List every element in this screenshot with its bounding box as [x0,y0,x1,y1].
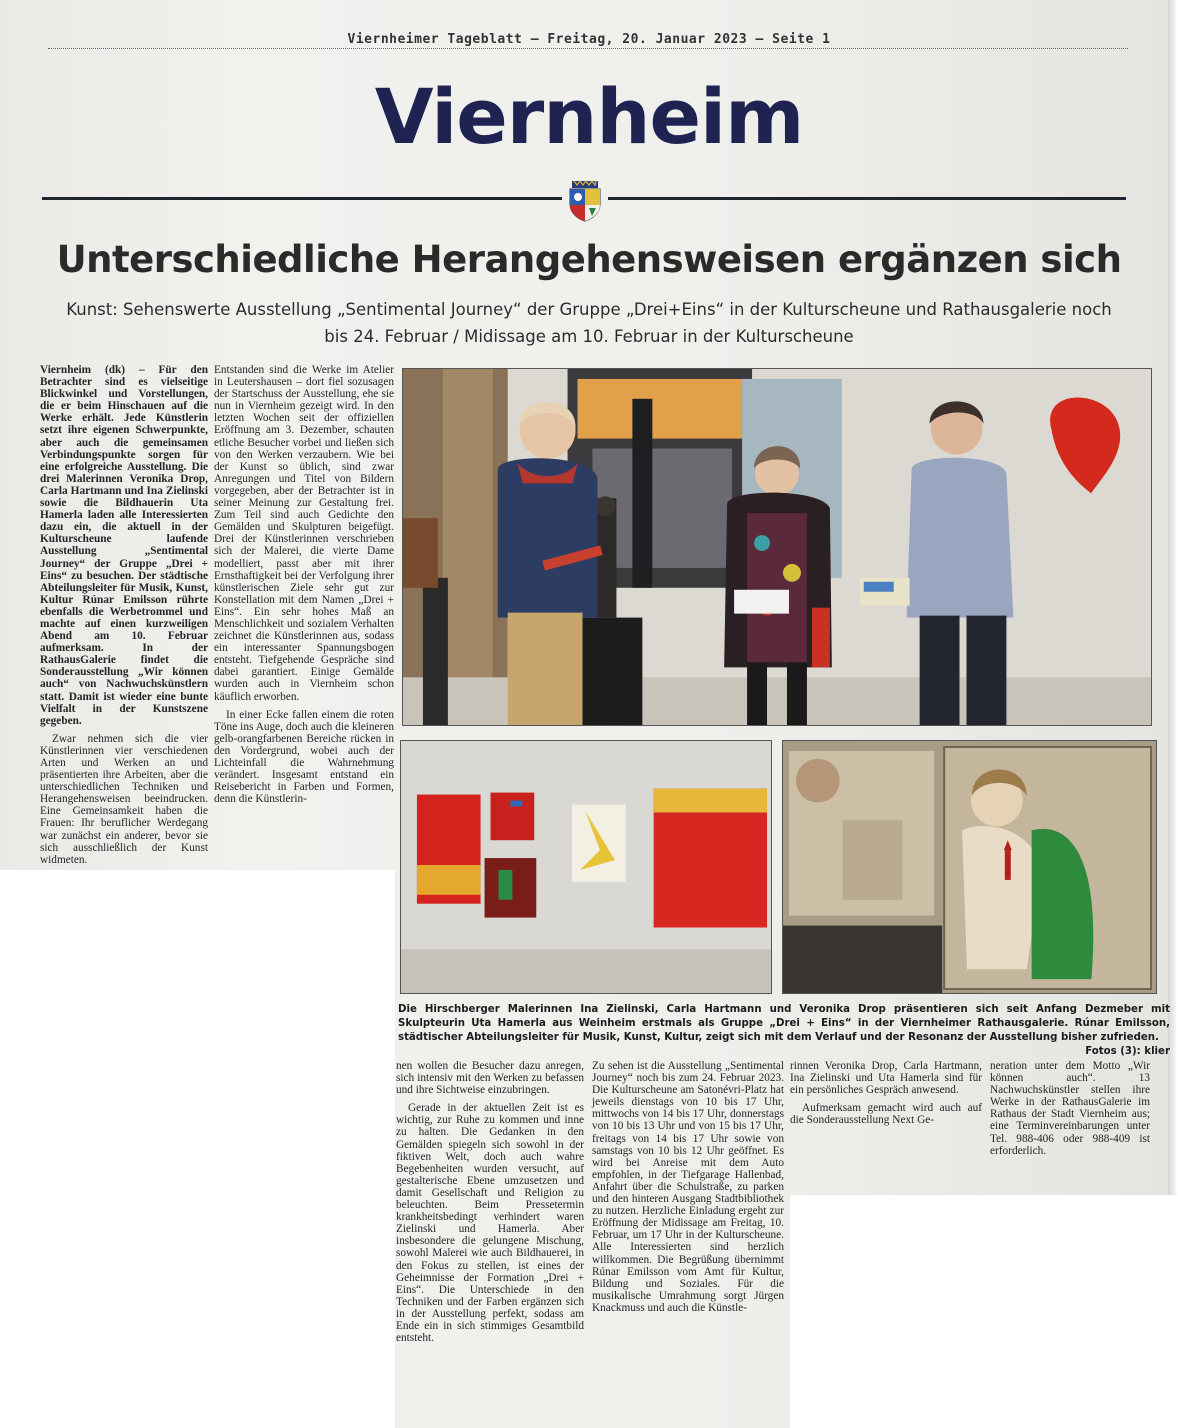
article-paragraph: Zwar nehmen sich die vier Künstlerinnen vier verschiedenen Arten und Werken an und präsentierten ihre Arbeiten, aber die unterschiedlichen Techniken und Herangehensweisen beeindrucken. Eine Gemeinsamkeit haben die Frauen: Ihr beruflicher Werdegang war zunächst ein anderer, bevor sie sich ausschließlich der Kunst widmeten. [40,732,208,866]
blank-area-right [790,1195,1178,1428]
article-column-1 [40,364,208,866]
title-rule-right [608,197,1126,200]
article-column-2 [214,364,394,805]
article-column-3 [396,1060,584,1344]
article-column-6 [990,1060,1150,1157]
subheadline-line-1: Kunst: Sehenswerte Ausstellung „Sentimental Journey“ der Gruppe „Drei+Eins“ in der Kulturscheune und Rathausgalerie noch [66,300,1112,319]
caption-text: Die Hirschberger Malerinnen Ina Zielinski, Carla Hartmann und Veronika Drop präsentieren sich seit Anfang Dezmeber mit Skulpteurin Uta Hamerla aus Weinheim erstmals als Gruppe „Drei + Eins“ in der Viernheimer Rathausgalerie. Rúnar Emilsson, städtischer Abteilungsleiter für Musik, Kunst, Kultur, zeigt sich mit dem Verlauf und der Resonanz der Ausstellung bisher zufrieden. [398,1004,1170,1043]
photo-credit: Fotos (3): klier [1085,1046,1170,1057]
article-paragraph: Aufmerksam gemacht wird auch auf die Sonderausstellung Next Ge- [790,1102,982,1127]
figurative-paintings-photo [782,740,1157,994]
article-paragraph: Gerade in der aktuellen Zeit ist es wichtig, zur Ruhe zu kommen und inne zu halten. Die Gedanken in den Gemälden spiegeln sich sowohl in der fiktiven Welt, doch auch wahre Begebenheiten wurden versucht, auf gestalterische Ebene umzusetzen und damit Gesellschaft und Religion zu beleuchten. Beim Pressetermin krankheitsbedingt verhindert waren Zielinski und Hamerla. Aber insbesondere die gelungene Mischung, sowohl Malerei wie auch Bildhauerei, in den Fokus zu stellen, ist eines der Geheimnisse der Formation „Drei + Eins“. Die Unterschiede in den Techniken und der Farben ergänzen sich in der Ausstellung perfekt, sodass am Ende ein in sich stimmiges Gesamtbild entsteht. [396,1102,584,1345]
coat-of-arms-icon [564,180,606,222]
subheadline-line-2: bis 24. Februar / Midissage am 10. Februar in der Kulturscheune [324,327,854,346]
article-paragraph: neration unter dem Motto „Wir können auch“. 13 Nachwuchskünstler stellen ihre Werke in der RathausGalerie im Rathaus der Stadt Viernheim aus; eine Terminvereinbarungen unter Tel. 988-406 oder 988-409 ist erforderlich. [990,1060,1150,1157]
section-title: Viernheim [374,72,804,161]
article-column-4 [592,1060,784,1314]
article-paragraph: Entstanden sind die Werke im Atelier in Leutershausen – dort fiel sozusagen der Startschuss der Ausstellung, ehe sie nun in Viernheim gezeigt wird. In den letzten Wochen seit der offiziellen Eröffnung am 3. Dezember, schauten etliche Besucher vorbei und ließen sich von den Werken verzaubern. Wie bei der Kunst so üblich, sind zwar Anregungen und Titel von Bildern vorgegeben, aber der Betrachter ist in seiner Meinung zur Gestaltung frei. Zum Teil sind auch Gedichte den Gemälden und Skulpturen beigefügt. Drei der Künstlerinnen verschrieben sich der Malerei, die vierte Dame modelliert, passt aber mit ihrer Ernsthaftigkeit bei der Verfolgung ihrer künstlerischen Ziele sehr gut zur Konstellation mit dem Namen „Drei + Eins“. Ein sehr hohes Maß an Menschlichkeit und sozialem Verhalten zeichnet die Künstlerinnen aus, sodass ein interessanter Spannungsbogen entsteht. Tiefgehende Gespräche sind dabei garantiert. Einige Gemälde wurden auch in Viernheim schon käuflich erworben. [214,364,394,703]
masthead-divider [48,48,1128,49]
article-headline: Unterschiedliche Herangehensweisen ergänzen sich [56,238,1122,281]
article-paragraph: nen wollen die Besucher dazu anregen, sich intensiv mit den Werken zu befassen und ihre Sichtweise einzubringen. [396,1060,584,1097]
article-paragraph: In einer Ecke fallen einem die roten Töne ins Auge, doch auch die kleineren gelb-orangfarbenen Bereiche rücken in den Vordergrund, wobei auch der Lichteinfall die Wahrnehmung verändert. Insgesamt entstand ein Reisebericht in Farben und Formen, denn die Künstlerin- [214,708,394,806]
exhibition-group-photo [402,368,1152,726]
article-subheadline [30,296,1148,350]
article-lead-paragraph: Viernheim (dk) – Für den Betrachter sind es vielseitige Blickwinkel und Vorstellungen, die er beim Hinschauen auf die Werke erhält. Jede Künstlerin setzt ihre eigenen Schwerpunkte, aber auch die gemeinsamen Verbindungspunkte sorgen für eine erfolgreiche Ausstellung. Die drei Malerinnen Veronika Drop, Carla Hartmann und Ina Zielinski sowie die Bildhauerin Uta Hamerla laden alle Interessierten dazu ein, die aktuell in der Kulturscheune laufende Ausstellung „Sentimental Journey“ der Gruppe „Drei + Eins“ zu besuchen. Der städtische Abteilungsleiter für Musik, Kunst, Kultur Rúnar Emilsson rührte ebenfalls die Werbetrommel und machte auf einen kurzweiligen Abend am 10. Februar aufmerksam. In der RathausGalerie findet die Sonderausstellung „Wir können auch“ von Nachwuchskünstlern statt. Damit ist wieder eine bunte Vielfalt in der Kunstszene gegeben. [40,364,208,727]
title-rule-left [42,197,562,200]
blank-area-left [0,870,395,1428]
masthead: Viernheimer Tageblatt – Freitag, 20. Januar 2023 – Seite 1 [347,32,831,47]
article-paragraph: Zu sehen ist die Ausstellung „Sentimental Journey“ noch bis zum 24. Februar 2023. Die Kulturscheune am Satonévri-Platz hat jeweils dienstags von 10 bis 17 Uhr, mittwochs von 14 bis 17 Uhr, donnerstags von 10 bis 13 Uhr und von 15 bis 17 Uhr, freitags von 14 bis 17 Uhr sowie von samstags von 10 bis 12 Uhr geöffnet. Es wird bei Anreise mit dem Auto empfohlen, in der Tiefgarage Hallenbad, Anfahrt über die Schulstraße, zu parken und den hinteren Ausgang Stadtbibliothek zu nutzen. Herzliche Einladung ergeht zur Eröffnung der Midissage am Freitag, 10. Februar, um 17 Uhr in der Kulturscheune. Alle Interessierten sind herzlich willkommen. Die Begrüßung übernimmt Rúnar Emilsson vom Amt für Kultur, Bildung und Soziales. Für die musikalische Umrahmung sorgt Jürgen Knackmuss und auch die Künstle- [592,1060,784,1314]
red-paintings-photo [400,740,772,994]
article-paragraph: rinnen Veronika Drop, Carla Hartmann, Ina Zielinski und Uta Hamerla sind für ein persönliches Gespräch anwesend. [790,1060,982,1097]
photo-caption [398,1003,1170,1059]
article-column-5 [790,1060,982,1126]
